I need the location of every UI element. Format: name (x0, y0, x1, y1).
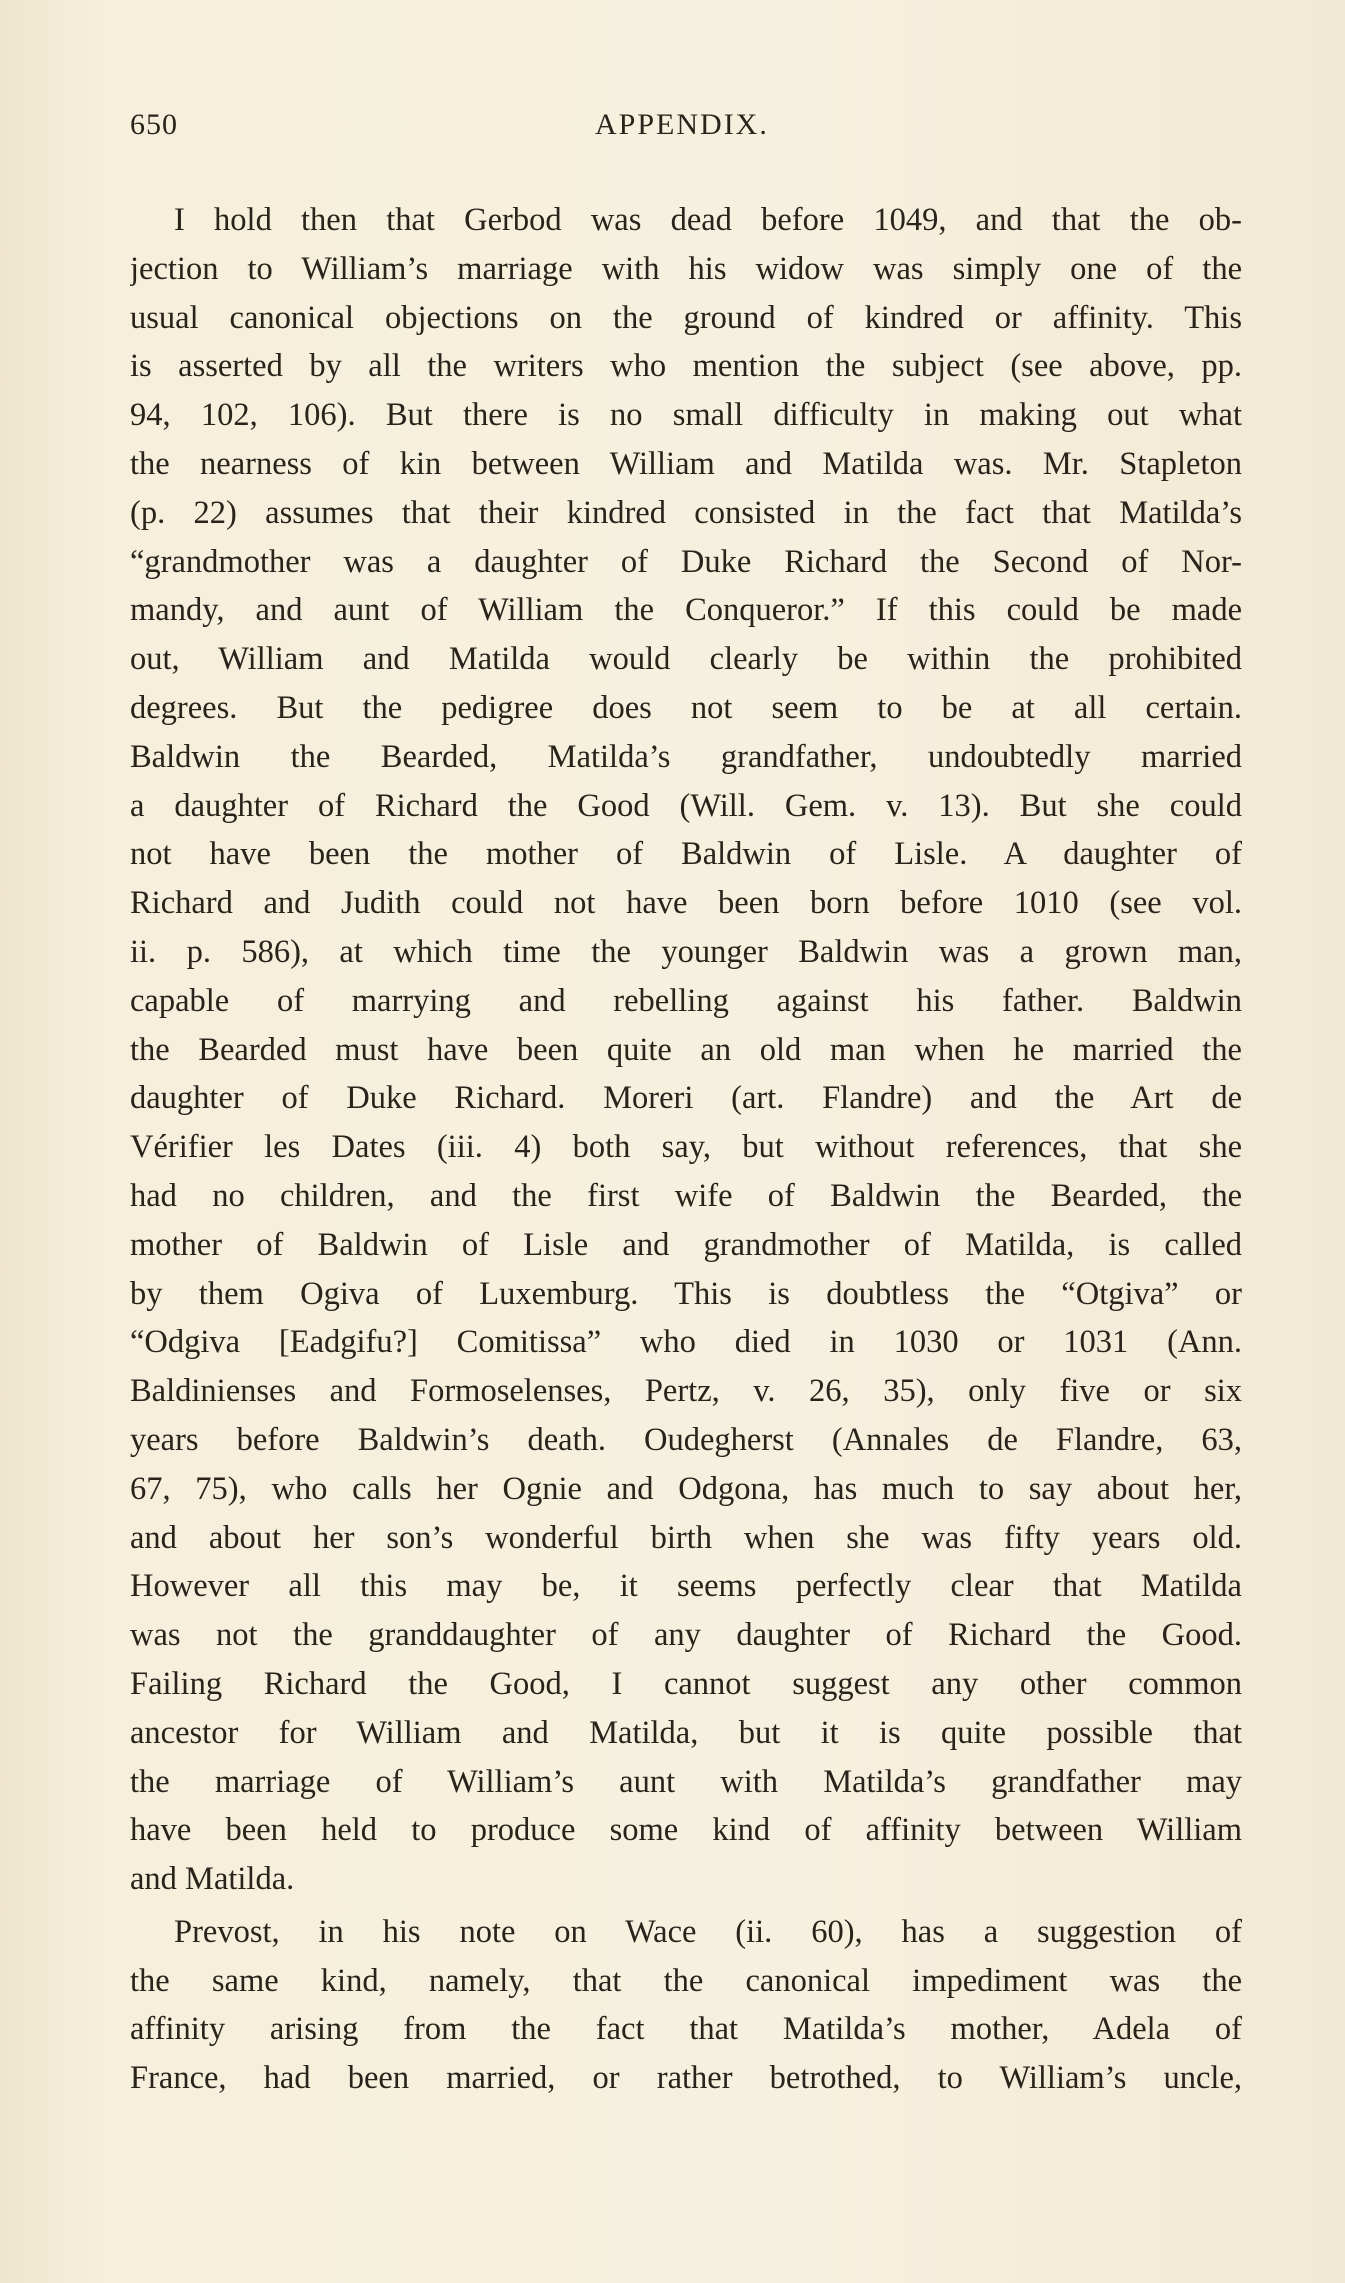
text-line: affinity arising from the fact that Matilda’s mother, Adela of (130, 2011, 1242, 2048)
text-line: (p. 22) assumes that their kindred consisted in the fact that Matilda’s (130, 494, 1242, 531)
text-line: ancestor for William and Matilda, but it is quite possible that (130, 1714, 1242, 1751)
text-line: Failing Richard the Good, I cannot suggest any other common (130, 1665, 1242, 1702)
text-line: Baldinienses and Formoselenses, Pertz, v. 26, 35), only five or six (130, 1373, 1242, 1410)
text-line: have been held to produce some kind of affinity between William (130, 1812, 1242, 1849)
text-line: daughter of Duke Richard. Moreri (art. Flandre) and the Art de (130, 1080, 1242, 1117)
text-line: mandy, and aunt of William the Conqueror.” If this could be made (130, 592, 1242, 629)
text-line: I hold then that Gerbod was dead before 1049, and that the ob- (174, 202, 1242, 238)
running-head-title: APPENDIX. (595, 108, 769, 141)
text-line: not have been the mother of Baldwin of Lisle. A daughter of (130, 836, 1242, 873)
body-text (130, 196, 1242, 2103)
text-line: a daughter of Richard the Good (Will. Gem. v. 13). But she could (130, 787, 1242, 824)
text-line: the marriage of William’s aunt with Matilda’s grandfather may (130, 1763, 1242, 1800)
text-line: mother of Baldwin of Lisle and grandmother of Matilda, is called (130, 1226, 1242, 1263)
text-line: Prevost, in his note on Wace (ii. 60), has a suggestion of (174, 1913, 1242, 1950)
text-line: degrees. But the pedigree does not seem to be at all certain. (130, 689, 1242, 726)
text-line: was not the granddaughter of any daughter of Richard the Good. (130, 1617, 1242, 1654)
text-line: years before Baldwin’s death. Oudegherst (Annales de Flandre, 63, (130, 1421, 1242, 1458)
text-line: 94, 102, 106). But there is no small difficulty in making out what (130, 397, 1242, 434)
paragraph-2 (130, 1908, 1242, 2103)
text-line: “grandmother was a daughter of Duke Richard the Second of Nor- (130, 543, 1242, 580)
text-line: the Bearded must have been quite an old man when he married the (130, 1031, 1242, 1068)
running-head (130, 108, 1240, 152)
text-line: France, had been married, or rather betrothed, to William’s uncle, (130, 2060, 1242, 2097)
text-line: capable of marrying and rebelling against his father. Baldwin (130, 982, 1242, 1019)
text-line: the nearness of kin between William and Matilda was. Mr. Stapleton (130, 445, 1242, 482)
page-number: 650 (130, 108, 178, 141)
text-line: Vérifier les Dates (iii. 4) both say, but without references, that she (130, 1129, 1242, 1166)
text-line: and about her son’s wonderful birth when she was fifty years old. (130, 1519, 1242, 1556)
text-line: by them Ogiva of Luxemburg. This is doubtless the “Otgiva” or (130, 1275, 1242, 1312)
text-line: is asserted by all the writers who mention the subject (see above, pp. (130, 348, 1242, 385)
text-line: and Matilda. (130, 1861, 295, 1898)
text-line: ii. p. 586), at which time the younger Baldwin was a grown man, (130, 933, 1242, 970)
text-line: “Odgiva [Eadgifu?] Comitissa” who died in 1030 or 1031 (Ann. (130, 1324, 1242, 1361)
paragraph-1 (130, 196, 1242, 1904)
text-line: out, William and Matilda would clearly be within the prohibited (130, 641, 1242, 678)
text-line: had no children, and the first wife of Baldwin the Bearded, the (130, 1177, 1242, 1214)
text-line: However all this may be, it seems perfectly clear that Matilda (130, 1568, 1242, 1605)
text-line: Baldwin the Bearded, Matilda’s grandfather, undoubtedly married (130, 738, 1242, 775)
text-line: usual canonical objections on the ground of kindred or affinity. This (130, 299, 1242, 336)
text-line: 67, 75), who calls her Ognie and Odgona, has much to say about her, (130, 1470, 1242, 1507)
text-line: Richard and Judith could not have been born before 1010 (see vol. (130, 885, 1242, 922)
text-line: jection to William’s marriage with his widow was simply one of the (130, 250, 1242, 287)
text-line: the same kind, namely, that the canonical impediment was the (130, 1962, 1242, 1999)
